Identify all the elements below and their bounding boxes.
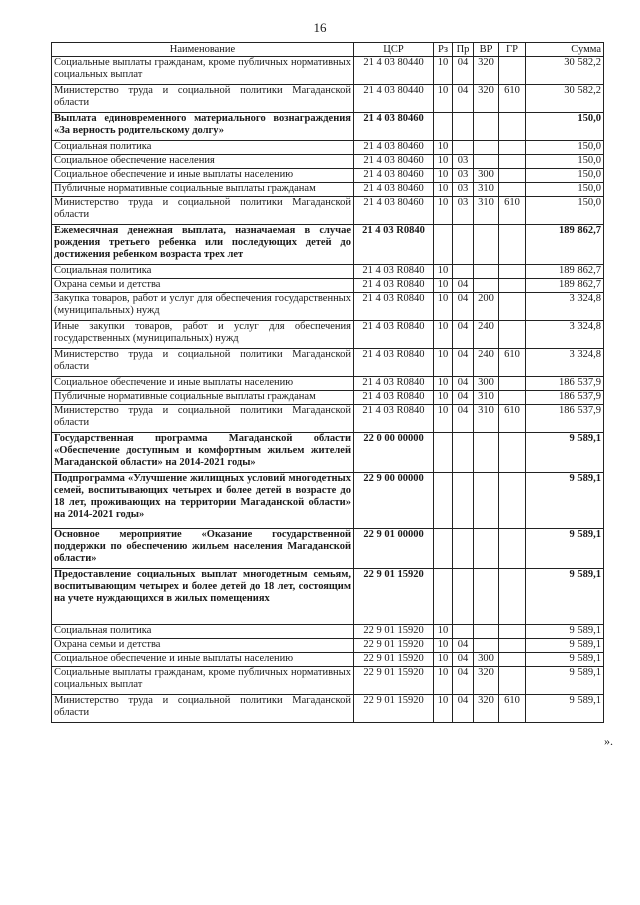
cell-vr xyxy=(474,279,499,293)
cell-sum: 3 324,8 xyxy=(526,293,604,321)
table-row xyxy=(52,293,604,321)
cell-vr: 320 xyxy=(474,695,499,723)
cell-gr xyxy=(499,279,526,293)
table-row xyxy=(52,279,604,293)
cell-vr xyxy=(474,155,499,169)
cell-sum: 9 589,1 xyxy=(526,695,604,723)
table-row xyxy=(52,529,604,569)
cell-pr: 04 xyxy=(453,279,474,293)
cell-name: Социальная политика xyxy=(52,265,354,279)
cell-name: Министерство труда и социальной политики Магаданской области xyxy=(52,197,354,225)
cell-rz: 10 xyxy=(434,57,453,85)
cell-name: Социальное обеспечение и иные выплаты населению xyxy=(52,653,354,667)
cell-rz: 10 xyxy=(434,265,453,279)
cell-vr: 310 xyxy=(474,183,499,197)
cell-csr: 21 4 03 R0840 xyxy=(354,225,434,265)
table-row xyxy=(52,169,604,183)
cell-rz: 10 xyxy=(434,169,453,183)
cell-csr: 22 0 00 00000 xyxy=(354,433,434,473)
cell-rz: 10 xyxy=(434,653,453,667)
cell-name: Предоставление социальных выплат многодетным семьям, воспитывающим четырех и более детей до 18 лет, состоящим на учете нуждающихся в жилых помещениях xyxy=(52,569,354,625)
cell-sum: 186 537,9 xyxy=(526,391,604,405)
cell-name: Социальное обеспечение населения xyxy=(52,155,354,169)
cell-csr: 21 4 03 R0840 xyxy=(354,377,434,391)
cell-csr: 22 9 01 15920 xyxy=(354,625,434,639)
cell-vr xyxy=(474,141,499,155)
cell-pr: 04 xyxy=(453,391,474,405)
cell-vr: 310 xyxy=(474,391,499,405)
cell-gr xyxy=(499,169,526,183)
cell-csr: 21 4 03 R0840 xyxy=(354,265,434,279)
cell-csr: 21 4 03 R0840 xyxy=(354,405,434,433)
cell-vr: 310 xyxy=(474,405,499,433)
cell-pr: 04 xyxy=(453,349,474,377)
cell-vr xyxy=(474,639,499,653)
cell-name: Социальное обеспечение и иные выплаты населению xyxy=(52,169,354,183)
cell-csr: 21 4 03 80460 xyxy=(354,141,434,155)
cell-gr: 610 xyxy=(499,349,526,377)
cell-gr: 610 xyxy=(499,85,526,113)
page-number: 16 xyxy=(313,20,327,35)
cell-rz: 10 xyxy=(434,85,453,113)
cell-sum: 150,0 xyxy=(526,169,604,183)
cell-csr: 21 4 03 80460 xyxy=(354,183,434,197)
cell-pr: 04 xyxy=(453,405,474,433)
cell-rz xyxy=(434,569,453,625)
cell-pr: 04 xyxy=(453,321,474,349)
table-row xyxy=(52,639,604,653)
cell-vr xyxy=(474,569,499,625)
cell-sum: 9 589,1 xyxy=(526,625,604,639)
cell-name: Публичные нормативные социальные выплаты гражданам xyxy=(52,183,354,197)
cell-csr: 21 4 03 80460 xyxy=(354,113,434,141)
cell-csr: 22 9 01 00000 xyxy=(354,529,434,569)
cell-vr: 320 xyxy=(474,667,499,695)
cell-name: Министерство труда и социальной политики Магаданской области xyxy=(52,349,354,377)
cell-sum: 9 589,1 xyxy=(526,473,604,529)
cell-name: Основное мероприятие «Оказание государственной поддержки по обеспечению жильем населения Магаданской области» xyxy=(52,529,354,569)
cell-name: Министерство труда и социальной политики Магаданской области xyxy=(52,85,354,113)
cell-vr xyxy=(474,225,499,265)
cell-rz: 10 xyxy=(434,293,453,321)
cell-rz: 10 xyxy=(434,667,453,695)
cell-csr: 21 4 03 R0840 xyxy=(354,349,434,377)
cell-name: Охрана семьи и детства xyxy=(52,639,354,653)
table-row xyxy=(52,667,604,695)
cell-name: Государственная программа Магаданской области «Обеспечение доступным и комфортным жильем жителей Магаданской области» на 2014-2021 годы» xyxy=(52,433,354,473)
cell-vr xyxy=(474,265,499,279)
header-name: Наименование xyxy=(52,43,354,57)
cell-gr xyxy=(499,321,526,349)
cell-sum: 3 324,8 xyxy=(526,321,604,349)
table-header-row xyxy=(52,43,604,57)
table-row xyxy=(52,321,604,349)
cell-rz: 10 xyxy=(434,377,453,391)
cell-name: Социальное обеспечение и иные выплаты населению xyxy=(52,377,354,391)
cell-csr: 22 9 01 15920 xyxy=(354,639,434,653)
table-row xyxy=(52,57,604,85)
cell-rz: 10 xyxy=(434,279,453,293)
cell-gr xyxy=(499,639,526,653)
cell-pr xyxy=(453,113,474,141)
cell-name: Социальные выплаты гражданам, кроме публичных нормативных социальных выплат xyxy=(52,667,354,695)
cell-rz: 10 xyxy=(434,625,453,639)
cell-csr: 21 4 03 80460 xyxy=(354,155,434,169)
cell-gr xyxy=(499,57,526,85)
cell-sum: 30 582,2 xyxy=(526,85,604,113)
cell-vr xyxy=(474,113,499,141)
cell-sum: 189 862,7 xyxy=(526,265,604,279)
cell-rz: 10 xyxy=(434,141,453,155)
cell-gr xyxy=(499,183,526,197)
cell-name: Министерство труда и социальной политики Магаданской области xyxy=(52,405,354,433)
header-gr: ГР xyxy=(499,43,526,57)
cell-rz xyxy=(434,433,453,473)
cell-sum: 150,0 xyxy=(526,155,604,169)
header-sum: Сумма xyxy=(526,43,604,57)
header-pr: Пр xyxy=(453,43,474,57)
table-row xyxy=(52,625,604,639)
cell-pr: 04 xyxy=(453,293,474,321)
cell-sum: 9 589,1 xyxy=(526,569,604,625)
cell-csr: 21 4 03 80460 xyxy=(354,197,434,225)
cell-name: Иные закупки товаров, работ и услуг для обеспечения государственных (муниципальных) нужд xyxy=(52,321,354,349)
cell-name: Социальные выплаты гражданам, кроме публичных нормативных социальных выплат xyxy=(52,57,354,85)
cell-sum: 9 589,1 xyxy=(526,433,604,473)
table-body xyxy=(52,57,604,723)
cell-rz: 10 xyxy=(434,197,453,225)
cell-sum: 189 862,7 xyxy=(526,225,604,265)
cell-rz: 10 xyxy=(434,639,453,653)
table-row xyxy=(52,349,604,377)
cell-rz xyxy=(434,113,453,141)
cell-sum: 9 589,1 xyxy=(526,667,604,695)
cell-name: Закупка товаров, работ и услуг для обеспечения государственных (муниципальных) нужд xyxy=(52,293,354,321)
cell-csr: 21 4 03 R0840 xyxy=(354,279,434,293)
cell-rz xyxy=(434,225,453,265)
cell-rz: 10 xyxy=(434,349,453,377)
table-row xyxy=(52,183,604,197)
cell-pr: 04 xyxy=(453,639,474,653)
cell-gr: 610 xyxy=(499,695,526,723)
cell-pr xyxy=(453,433,474,473)
cell-sum: 3 324,8 xyxy=(526,349,604,377)
cell-gr xyxy=(499,377,526,391)
cell-vr: 240 xyxy=(474,321,499,349)
cell-vr: 310 xyxy=(474,197,499,225)
cell-pr: 03 xyxy=(453,155,474,169)
cell-vr: 300 xyxy=(474,377,499,391)
cell-rz: 10 xyxy=(434,183,453,197)
cell-pr: 03 xyxy=(453,169,474,183)
cell-name: Социальная политика xyxy=(52,141,354,155)
cell-vr: 300 xyxy=(474,169,499,183)
cell-gr: 610 xyxy=(499,405,526,433)
cell-gr xyxy=(499,155,526,169)
cell-pr xyxy=(453,529,474,569)
cell-rz: 10 xyxy=(434,405,453,433)
cell-rz: 10 xyxy=(434,391,453,405)
cell-pr xyxy=(453,225,474,265)
cell-vr xyxy=(474,529,499,569)
cell-vr xyxy=(474,625,499,639)
cell-name: Публичные нормативные социальные выплаты гражданам xyxy=(52,391,354,405)
cell-gr xyxy=(499,113,526,141)
header-vr: ВР xyxy=(474,43,499,57)
cell-csr: 21 4 03 80440 xyxy=(354,85,434,113)
cell-pr: 04 xyxy=(453,667,474,695)
cell-gr xyxy=(499,625,526,639)
cell-gr xyxy=(499,529,526,569)
cell-vr: 240 xyxy=(474,349,499,377)
cell-vr xyxy=(474,473,499,529)
cell-rz xyxy=(434,473,453,529)
cell-pr xyxy=(453,141,474,155)
cell-vr xyxy=(474,433,499,473)
cell-csr: 22 9 00 00000 xyxy=(354,473,434,529)
cell-name: Министерство труда и социальной политики Магаданской области xyxy=(52,695,354,723)
table-row xyxy=(52,569,604,625)
cell-vr: 320 xyxy=(474,85,499,113)
cell-csr: 22 9 01 15920 xyxy=(354,569,434,625)
cell-sum: 9 589,1 xyxy=(526,529,604,569)
table-row xyxy=(52,695,604,723)
header-csr: ЦСР xyxy=(354,43,434,57)
cell-gr xyxy=(499,473,526,529)
cell-pr: 04 xyxy=(453,653,474,667)
cell-pr xyxy=(453,473,474,529)
table-row xyxy=(52,155,604,169)
cell-gr xyxy=(499,141,526,155)
cell-gr xyxy=(499,569,526,625)
cell-rz xyxy=(434,529,453,569)
cell-gr xyxy=(499,653,526,667)
cell-vr: 320 xyxy=(474,57,499,85)
cell-pr: 03 xyxy=(453,183,474,197)
cell-name: Охрана семьи и детства xyxy=(52,279,354,293)
cell-sum: 150,0 xyxy=(526,141,604,155)
cell-gr xyxy=(499,433,526,473)
cell-sum: 150,0 xyxy=(526,113,604,141)
table-row xyxy=(52,473,604,529)
cell-pr: 04 xyxy=(453,57,474,85)
cell-name: Подпрограмма «Улучшение жилищных условий многодетных семей, воспитывающих четырех и более детей в возрасте до 18 лет, проживающих на территории Магаданской области» на 2014-2021 годы» xyxy=(52,473,354,529)
cell-pr: 04 xyxy=(453,377,474,391)
cell-name: Социальная политика xyxy=(52,625,354,639)
cell-sum: 150,0 xyxy=(526,183,604,197)
cell-csr: 21 4 03 80440 xyxy=(354,57,434,85)
table-row xyxy=(52,653,604,667)
cell-sum: 189 862,7 xyxy=(526,279,604,293)
cell-csr: 21 4 03 R0840 xyxy=(354,293,434,321)
cell-pr xyxy=(453,569,474,625)
budget-table xyxy=(51,42,604,723)
cell-vr: 200 xyxy=(474,293,499,321)
cell-gr: 610 xyxy=(499,197,526,225)
cell-gr xyxy=(499,667,526,695)
cell-rz: 10 xyxy=(434,695,453,723)
cell-csr: 21 4 03 80460 xyxy=(354,169,434,183)
cell-pr: 03 xyxy=(453,197,474,225)
table-row xyxy=(52,85,604,113)
cell-sum: 9 589,1 xyxy=(526,639,604,653)
table-row xyxy=(52,197,604,225)
cell-gr xyxy=(499,391,526,405)
cell-sum: 150,0 xyxy=(526,197,604,225)
closing-mark: ». xyxy=(604,734,613,748)
cell-pr xyxy=(453,265,474,279)
cell-name: Ежемесячная денежная выплата, назначаемая в случае рождения третьего ребенка или последующих детей до достижения ребенком возраста трех лет xyxy=(52,225,354,265)
cell-csr: 22 9 01 15920 xyxy=(354,695,434,723)
table-row xyxy=(52,433,604,473)
cell-vr: 300 xyxy=(474,653,499,667)
table-row xyxy=(52,141,604,155)
cell-gr xyxy=(499,225,526,265)
cell-csr: 22 9 01 15920 xyxy=(354,653,434,667)
cell-pr: 04 xyxy=(453,695,474,723)
cell-sum: 186 537,9 xyxy=(526,405,604,433)
table-row xyxy=(52,225,604,265)
table-row xyxy=(52,113,604,141)
cell-pr: 04 xyxy=(453,85,474,113)
cell-csr: 22 9 01 15920 xyxy=(354,667,434,695)
cell-sum: 186 537,9 xyxy=(526,377,604,391)
table-row xyxy=(52,265,604,279)
cell-sum: 30 582,2 xyxy=(526,57,604,85)
cell-rz: 10 xyxy=(434,155,453,169)
table-row xyxy=(52,391,604,405)
table-row xyxy=(52,377,604,391)
cell-csr: 21 4 03 R0840 xyxy=(354,391,434,405)
cell-gr xyxy=(499,265,526,279)
cell-name: Выплата единовременного материального вознаграждения «За верность родительскому долгу» xyxy=(52,113,354,141)
cell-sum: 9 589,1 xyxy=(526,653,604,667)
cell-csr: 21 4 03 R0840 xyxy=(354,321,434,349)
header-rz: Рз xyxy=(434,43,453,57)
table-row xyxy=(52,405,604,433)
cell-rz: 10 xyxy=(434,321,453,349)
cell-gr xyxy=(499,293,526,321)
cell-pr xyxy=(453,625,474,639)
